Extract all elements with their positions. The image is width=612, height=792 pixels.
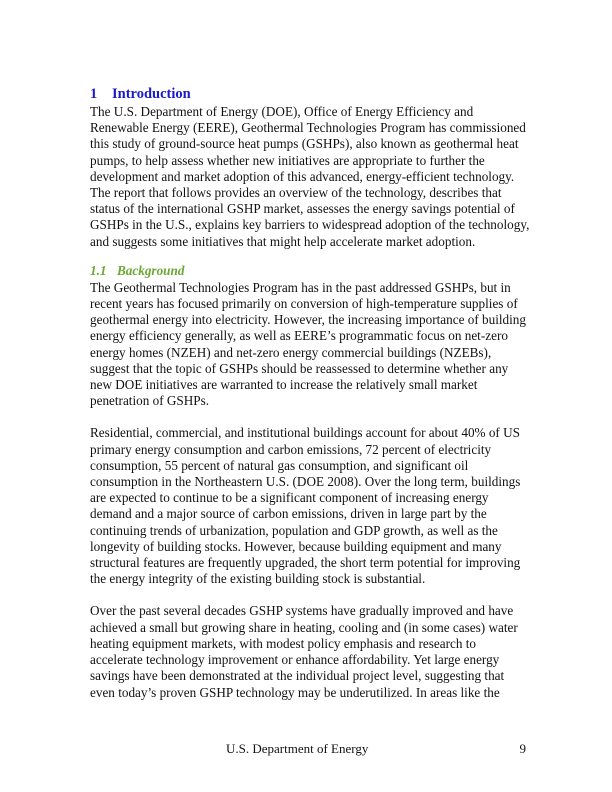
footer-organization: U.S. Department of Energy [226, 741, 369, 756]
background-paragraph-3: Over the past several decades GSHP systems have gradually improved and have achieved a small but growing share in heating, cooling and (in some cases) water heating equipment markets, with modest policy emphasis and research to accelerate technology improvement or enhance affordability. Yet large energy savings have been demonstrated at the individual project level, suggesting that even today’s proven GSHP technology may be underutilized. In areas like the [90, 603, 518, 700]
section-number: 1 [90, 86, 98, 102]
background-paragraph-2: Residential, commercial, and institutional buildings account for about 40% of US primary energy consumption and carbon emissions, 72 percent of electricity consumption, 55 percent of natural gas consumption, and significant oil consumption in the Northeastern U.S. (DOE 2008). Over the long term, buildings are expected to continue to be a significant component of increasing energy demand and a major source of carbon emissions, driven in large part by the continuing trends of urbanization, population and GDP growth, as well as the longevity of building stocks. However, because building equipment and many structural features are frequently upgraded, the short term potential for improving the energy integrity of the existing building stock is substantial. [90, 425, 521, 587]
subsection-heading [90, 262, 530, 280]
subsection-title: Background [117, 262, 185, 278]
section-heading [90, 84, 530, 104]
subsection-number: 1.1 [90, 262, 107, 278]
page-footer [226, 741, 526, 757]
intro-paragraph: The U.S. Department of Energy (DOE), Office of Energy Efficiency and Renewable Energy (EERE), Geothermal Technologies Program has commissioned this study of ground-source heat pumps (GSHPs), also known as geothermal heat pumps, to help assess whether new initiatives are appropriate to further the development and market adoption of this advanced, energy-efficient technology. The report that follows provides an overview of the technology, describes that status of the international GSHP market, assesses the energy savings potential of GSHPs in the U.S., explains key barriers to widespread adoption of the technology, and suggests some initiatives that might help accelerate market adoption. [90, 104, 530, 249]
page-body [90, 84, 530, 701]
section-title: Introduction [112, 86, 191, 102]
background-paragraph-1: The Geothermal Technologies Program has in the past addressed GSHPs, but in recent years has focused primarily on conversion of high-temperature supplies of geothermal energy into electricity. However, the increasing importance of building energy efficiency generally, as well as EERE’s programmatic focus on net-zero energy homes (NZEH) and net-zero energy commercial buildings (NZEBs), suggest that the topic of GSHPs should be reassessed to determine whether any new DOE initiatives are warranted to increase the relatively small market penetration of GSHPs. [90, 279, 526, 409]
page-number: 9 [519, 741, 526, 756]
